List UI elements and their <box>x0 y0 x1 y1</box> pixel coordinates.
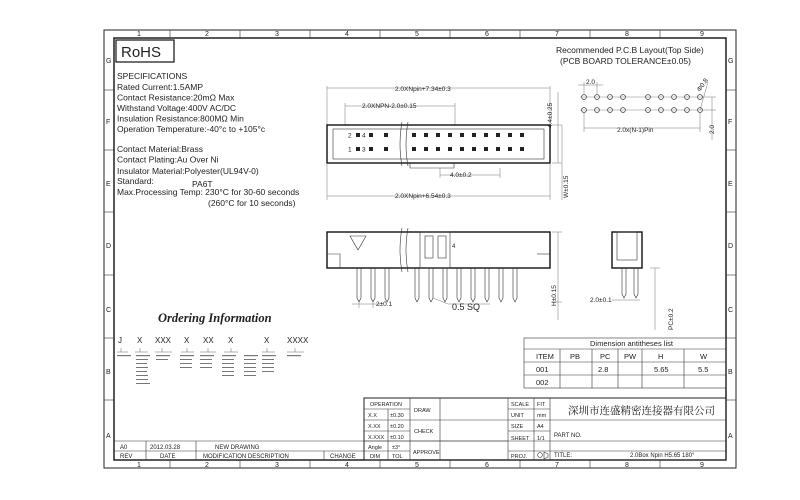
size-label: SIZE <box>511 424 524 430</box>
col-label-2-bottom: 2 <box>205 462 209 469</box>
order-code: X <box>184 336 190 345</box>
pin-number: 3 <box>362 146 366 154</box>
spec-line: Operation Temperature:-40°c to +105°c <box>117 124 266 134</box>
row-label-c: C <box>106 307 112 314</box>
row-label-c-right: C <box>728 307 734 314</box>
order-code: XXX <box>155 336 172 345</box>
col-label-2: 2 <box>205 31 209 38</box>
col-label-3-bottom: 3 <box>275 462 279 469</box>
tol-value: ±0.30 <box>390 413 404 419</box>
dim-width: W±0.15 <box>563 175 570 198</box>
col-label-7: 7 <box>555 31 559 38</box>
table-header: H <box>658 352 664 361</box>
spec-line: Rated Current:1.5AMP <box>117 82 203 92</box>
spec-line: Withstand Voltage:400V AC/DC <box>117 103 237 113</box>
col-label-6-bottom: 6 <box>485 462 489 469</box>
rev-header: REV <box>120 454 133 460</box>
row-label-b-right: B <box>728 369 733 376</box>
order-code: XX <box>203 336 214 345</box>
top-view <box>327 86 570 200</box>
dimension-table <box>524 338 726 388</box>
row-label-f: F <box>106 119 111 126</box>
order-code: J <box>118 336 122 345</box>
pcb-dim-row: 2.0 <box>709 124 716 134</box>
col-label-5: 5 <box>415 31 419 38</box>
material-line: Max.Processing Temp: 230°C for 30-60 seconds <box>117 187 300 197</box>
col-label-8: 8 <box>625 31 629 38</box>
end-view <box>590 232 675 330</box>
row-label-a-right: A <box>728 433 733 440</box>
col-label-3: 3 <box>275 31 279 38</box>
column-zone-top <box>137 30 704 38</box>
part-no-label: PART NO. <box>554 433 582 439</box>
rohs-label: RoHS <box>121 44 162 61</box>
dim-key-width: 4.0±0.2 <box>450 172 472 179</box>
pcb-layout-title: Recommended P.C.B Layout(Top Side) <box>556 45 704 55</box>
dim-height: H±0.15 <box>551 285 558 306</box>
ordering-legend-marks <box>117 348 304 352</box>
operation-label: OPERATION <box>370 402 402 408</box>
ordering-legend-tiny-text <box>117 355 301 384</box>
order-code: XXXX <box>287 336 309 345</box>
dimension-table-title: Dimension antitheses list <box>590 339 673 348</box>
tol-value: ±0.20 <box>390 424 404 430</box>
check-label: CHECK <box>414 429 434 435</box>
sheet-value: 1/1 <box>537 436 545 442</box>
row-label-d: D <box>106 243 112 250</box>
row-zone-right <box>726 58 736 440</box>
col-label-7-bottom: 7 <box>555 462 559 469</box>
scale-label: SCALE <box>511 402 530 408</box>
material-line: Insulator Material:Polyester(UL94V-0) <box>117 166 259 176</box>
dim-overall-length: 2.0XNpin+7.34±0.3 <box>395 86 451 93</box>
order-code: X <box>137 336 143 345</box>
spec-heading: SPECIFICATIONS <box>117 71 188 81</box>
col-label-1-bottom: 1 <box>137 462 141 469</box>
row-label-a: A <box>106 433 111 440</box>
material-line: Contact Material:Brass <box>117 144 203 154</box>
pcb-dim-span: 2.0x(N-1)Pin <box>617 127 654 134</box>
company-name: 深圳市连盛精密连接器有限公司 <box>568 406 715 417</box>
col-label-8-bottom: 8 <box>625 462 629 469</box>
table-header: PC <box>600 352 611 361</box>
table-header: PB <box>570 352 581 361</box>
table-header: ITEM <box>536 352 554 361</box>
sheet-label: SHEET <box>511 436 530 442</box>
dim-bottom-length: 2.0XNpin+6.54±0.3 <box>395 193 451 200</box>
pcb-layout <box>556 45 716 140</box>
tol-value: ±3° <box>392 445 401 451</box>
dim-end-pitch: 2.0±0.1 <box>590 297 612 304</box>
col-label-4-bottom: 4 <box>345 462 349 469</box>
row-label-f-right: F <box>728 119 733 126</box>
desc-value: NEW DRAWING <box>215 445 260 451</box>
tol-key: X.X <box>368 413 377 419</box>
pcb-dim-pitch: 2.0 <box>586 79 596 86</box>
pin-number: 1 <box>348 146 352 154</box>
spec-line: Contact Resistance:20mΩ Max <box>117 92 235 103</box>
proj-label: PROJ. <box>511 454 528 460</box>
dim-side-pitch: 2±0.1 <box>376 301 393 308</box>
material-line: Contact Plating:Au Over Ni <box>117 154 219 165</box>
row-label-d-right: D <box>728 243 734 250</box>
unit-label: UNIT <box>511 413 524 419</box>
row-label-e: E <box>106 181 111 188</box>
draw-label: DRAW <box>414 408 431 414</box>
dim-four: 4 <box>452 244 456 250</box>
unit-value: mm <box>537 413 547 419</box>
col-label-9-bottom: 9 <box>700 462 704 469</box>
rev-value: A0 <box>120 445 128 451</box>
material-line: Standard: <box>117 176 154 186</box>
pcb-layout-subtitle: (PCB BOARD TOLERANCE±0.05) <box>560 56 691 66</box>
tol-key: X.XXX <box>368 435 385 441</box>
table-cell: 5.65 <box>654 365 669 374</box>
dim-pc: PC±0.2 <box>668 308 675 330</box>
side-view-pins <box>357 268 517 302</box>
table-cell: 001 <box>536 365 549 374</box>
col-label-6: 6 <box>485 31 489 38</box>
table-header: PW <box>624 352 637 361</box>
projection-icon <box>538 452 548 459</box>
row-label-b: B <box>106 369 111 376</box>
specifications-block <box>117 71 299 208</box>
dim-pin-span: 2.0XNPN-2.0±0.15 <box>362 103 417 110</box>
date-value: 2012.03.28 <box>150 445 181 451</box>
change-header: CHANGE <box>330 454 356 460</box>
title-value: 2.0Box Npin H5.65 180° <box>630 453 695 459</box>
top-view-pins <box>356 133 524 151</box>
approve-label: APPROVE <box>413 450 440 456</box>
title-block <box>114 398 726 460</box>
tol-key: X.XX <box>368 424 381 430</box>
size-value: A4 <box>537 424 544 430</box>
row-label-e-right: E <box>728 181 733 188</box>
table-header: W <box>700 352 708 361</box>
col-label-9: 9 <box>700 31 704 38</box>
tol-value: ±0.10 <box>390 435 404 441</box>
row-label-g: G <box>106 58 112 65</box>
material-line: PA6T <box>192 179 213 189</box>
table-cell: 002 <box>536 378 549 387</box>
col-label-1: 1 <box>137 31 141 38</box>
col-label-4: 4 <box>345 31 349 38</box>
material-line: (260°C for 10 seconds) <box>208 198 296 208</box>
side-view <box>327 228 562 320</box>
pcb-dim-hole: Φ0.8 <box>695 77 710 94</box>
ordering-information <box>117 311 309 384</box>
dim-pin-square: 0.5 SQ <box>452 302 481 312</box>
pin-number: 2 <box>348 132 352 140</box>
ordering-title: Ordering Information <box>158 311 272 325</box>
date-header: DATE <box>160 454 176 460</box>
table-cell: 5.5 <box>698 365 709 374</box>
order-code: X <box>228 336 234 345</box>
pcb-hole-grid <box>580 95 704 113</box>
dim-label: DIM <box>370 454 381 460</box>
col-label-5-bottom: 5 <box>415 462 419 469</box>
tol-label: TOL <box>392 454 403 460</box>
title-label: TITLE: <box>554 453 573 459</box>
tol-key: Angle <box>368 445 383 451</box>
row-label-g-right: G <box>728 58 734 65</box>
spec-line: Insulation Resistance:800MΩ Min <box>117 113 244 124</box>
desc-header: MODIFICATION DESCRIPTION <box>203 454 289 460</box>
table-cell: 2.8 <box>598 365 609 374</box>
scale-value: FIT <box>537 402 546 408</box>
row-zone-left <box>104 58 114 440</box>
order-code: X <box>264 336 270 345</box>
dim-depth: 4.4±0.25 <box>547 102 554 128</box>
pin-number: 4 <box>362 132 366 140</box>
